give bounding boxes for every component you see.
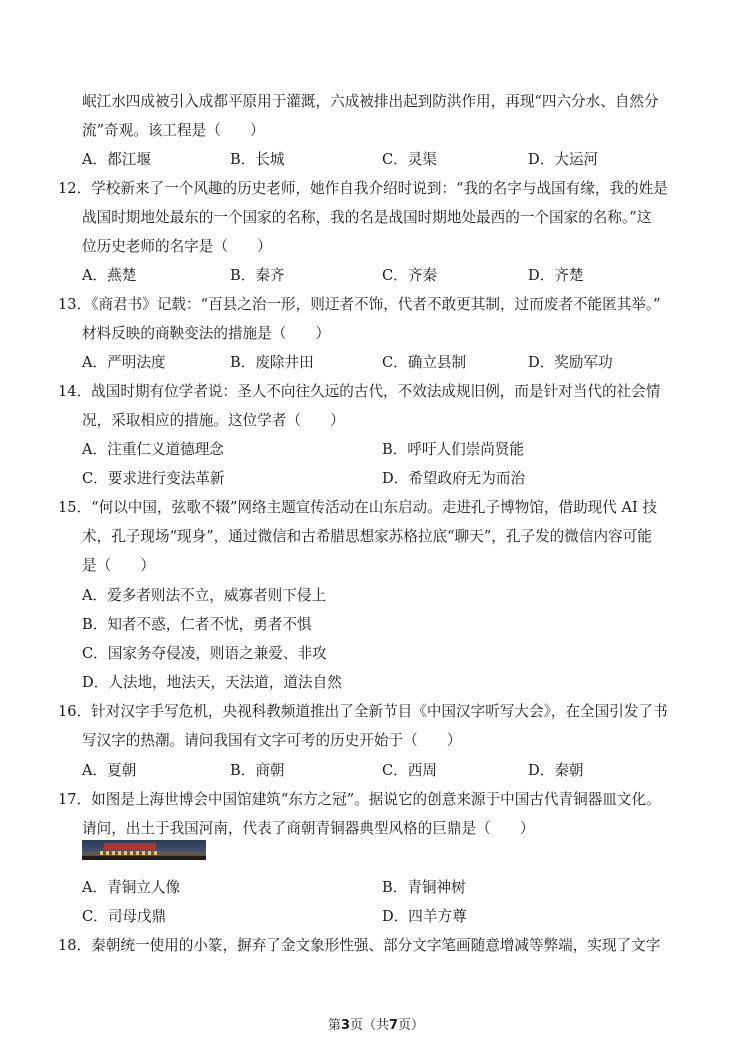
question-line: 材料反映的商鞅变法的措施是（ ）	[82, 325, 331, 342]
option-c: C．齐秦	[382, 267, 437, 284]
option-a: A．夏朝	[82, 762, 137, 779]
question-line: 17．如图是上海世博会中国馆建筑“东方之冠”。据说它的创意来源于中国古代青铜器皿文化。	[58, 791, 661, 808]
question-line: 13．《商君书》记载：“百县之治一形，则迂者不饰，代者不敢更其制，过而废者不能匿其举。”	[58, 296, 661, 313]
option-d: D．四羊方尊	[382, 908, 467, 925]
option-c: C．西周	[382, 762, 437, 779]
page-footer	[0, 1014, 752, 1033]
option-d: D．希望政府无为而治	[382, 470, 526, 487]
question-line: 14．战国时期有位学者说：圣人不向往久远的古代，不效法成规旧例，而是针对当代的社会情	[58, 383, 661, 400]
page-total: 7	[389, 1018, 399, 1033]
option-c: C．国家务夺侵凌，则语之兼爱、非攻	[82, 645, 327, 662]
option-c: C．确立县制	[382, 354, 467, 371]
option-d: D．人法地，地法天，天法道，道法自然	[82, 674, 342, 691]
question-line: 请问，出土于我国河南，代表了商朝青铜器典型风格的巨鼎是（ ）	[82, 820, 535, 837]
question-line: 战国时期地处最东的一个国家的名称，我的名是战国时期地处最西的一个国家的名称。”这	[82, 209, 652, 226]
question-line: 位历史老师的名字是（ ）	[82, 238, 272, 255]
question-line: 是（ ）	[82, 557, 155, 574]
footer-middle: 页（共	[349, 1018, 389, 1033]
option-b: B．青铜神树	[382, 879, 466, 896]
question-line: 18．秦朝统一使用的小篆，摒弃了金文象形性强、部分文字笔画随意增减等弊端，实现了文字	[58, 937, 661, 954]
option-a: A．注重仁义道德理念	[82, 441, 224, 458]
footer-prefix: 第	[327, 1018, 341, 1033]
option-b: B．废除井田	[230, 354, 314, 371]
option-a: A．严明法度	[82, 354, 166, 371]
option-a: A．爱多者则法不立，威寡者则下侵上	[82, 587, 327, 604]
option-b: B．知者不惑，仁者不忧，勇者不惧	[82, 616, 312, 633]
option-a: A．燕楚	[82, 267, 137, 284]
page-number: 3	[340, 1018, 350, 1033]
question-line: 术，孔子现场“现身”，通过微信和古希腊思想家苏格拉底“聊天”，孔子发的微信内容可能	[82, 528, 652, 545]
option-b: B．呼吁人们崇尚贤能	[382, 441, 525, 458]
question-line: 况，采取相应的措施。这位学者（ ）	[82, 412, 345, 429]
intro-line-1: 岷江水四成被引入成都平原用于灌溉，六成被排出起到防洪作用，再现“四六分水、自然分	[82, 93, 659, 110]
option-c: C．灵渠	[382, 151, 437, 168]
question-line: 15．“何以中国，弦歌不辍”网络主题宣传活动在山东启动。走进孔子博物馆，借助现代 AI 技	[58, 499, 658, 516]
intro-line-2: 流”奇观。该工程是（ ）	[82, 122, 265, 139]
question-line: 16．针对汉字手写危机，央视科教频道推出了全新节目《中国汉字听写大会》，在全国引发了书	[58, 703, 668, 720]
option-b: B．长城	[230, 151, 285, 168]
china-pavilion-photo	[82, 840, 206, 860]
option-a: A．青铜立人像	[82, 879, 181, 896]
option-c: C．要求进行变法革新	[82, 470, 225, 487]
option-d: D．秦朝	[528, 762, 584, 779]
question-line: 写汉字的热潮。请问我国有文字可考的历史开始于（ ）	[82, 732, 462, 749]
question-line: 12．学校新来了一个风趣的历史老师，她作自我介绍时说到：“我的名字与战国有缘，我的姓是	[58, 180, 668, 197]
footer-suffix: 页）	[398, 1018, 425, 1033]
option-d: D．齐楚	[528, 267, 584, 284]
option-d: D．大运河	[528, 151, 599, 168]
option-b: B．商朝	[230, 762, 285, 779]
option-b: B．秦齐	[230, 267, 285, 284]
option-c: C．司母戊鼎	[82, 908, 167, 925]
option-a: A．都江堰	[82, 151, 151, 168]
option-d: D．奖励军功	[528, 354, 613, 371]
